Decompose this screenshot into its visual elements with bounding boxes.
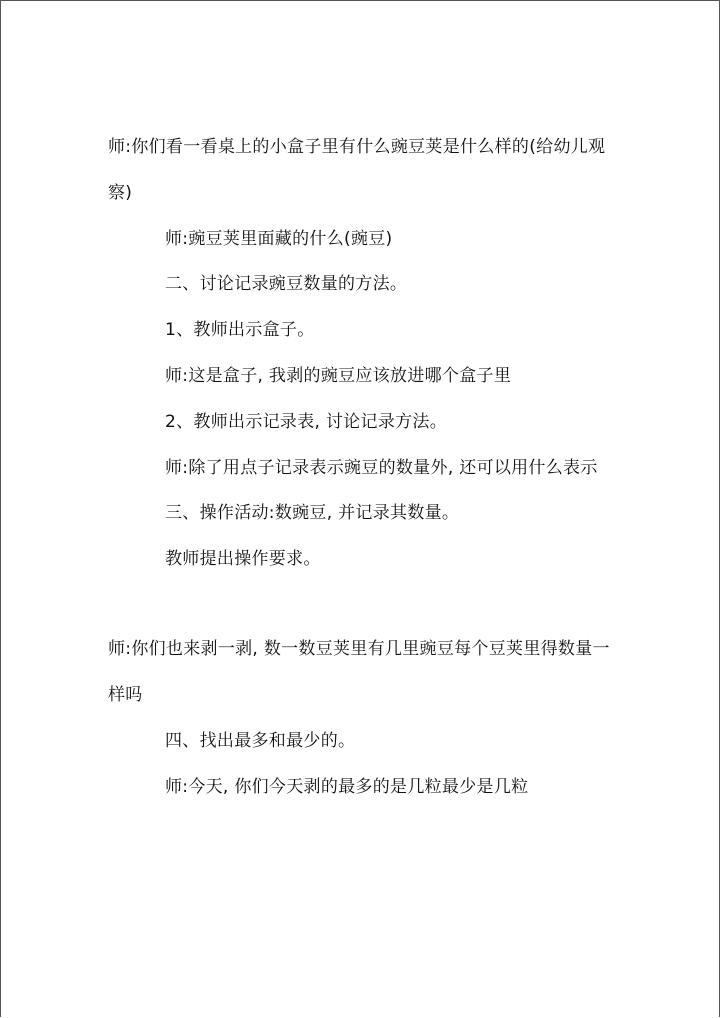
text-line: 样吗: [108, 685, 143, 705]
text-line: 1、教师出示盒子。: [165, 320, 315, 340]
text-line: 2、教师出示记录表, 讨论记录方法。: [165, 412, 448, 432]
text-line: 师:这是盒子, 我剥的豌豆应该放进哪个盒子里: [165, 366, 512, 386]
section-heading: 三、操作活动:数豌豆, 并记录其数量。: [165, 503, 460, 523]
text-line: 师:除了用点子记录表示豌豆的数量外, 还可以用什么表示: [165, 458, 598, 478]
text-line: 察): [108, 183, 133, 203]
section-heading: 四、找出最多和最少的。: [165, 731, 356, 751]
section-heading: 二、讨论记录豌豆数量的方法。: [165, 274, 408, 294]
text-line: 师:豌豆荚里面藏的什么(豌豆): [165, 229, 393, 249]
text-line: 教师提出操作要求。: [165, 549, 321, 569]
text-line: 师:今天, 你们今天剥的最多的是几粒最少是几粒: [165, 777, 529, 797]
text-line: 师:你们也来剥一剥, 数一数豆荚里有几里豌豆每个豆荚里得数量一: [108, 639, 610, 659]
text-line: 师:你们看一看桌上的小盒子里有什么豌豆荚是什么样的(给幼儿观: [108, 137, 606, 157]
